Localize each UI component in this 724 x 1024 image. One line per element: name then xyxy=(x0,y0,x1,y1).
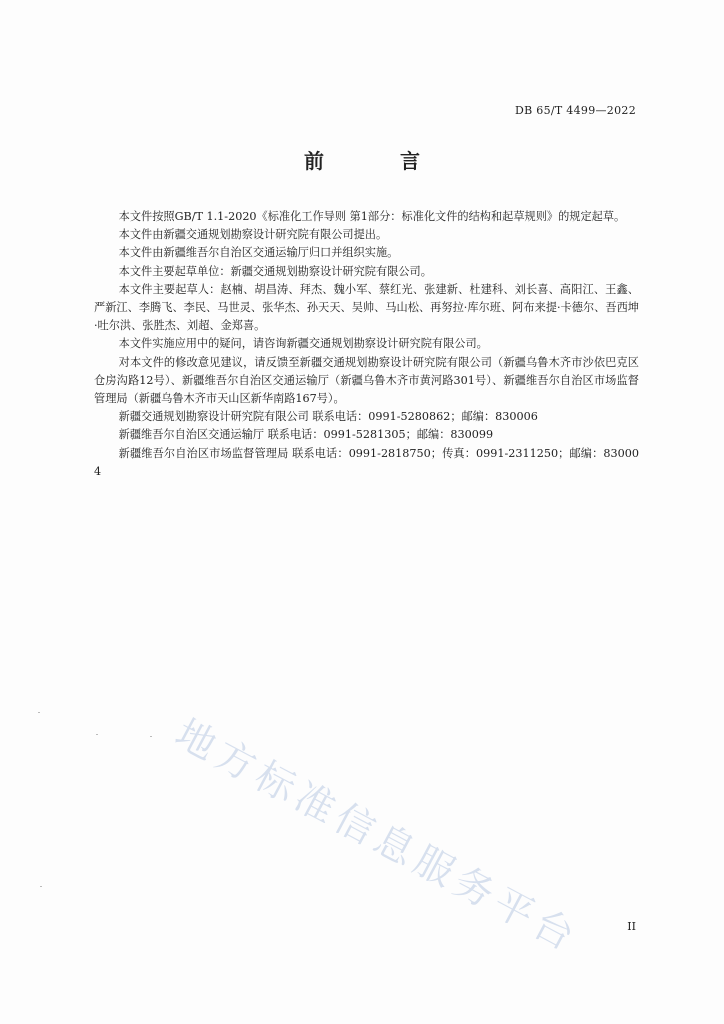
scan-speck xyxy=(96,734,98,735)
paragraph: 对本文件的修改意见建议，请反馈至新疆交通规划勘察设计研究院有限公司（新疆乌鲁木齐市沙依巴克区仓房沟路12号）、新疆维吾尔自治区交通运输厅（新疆乌鲁木齐市黄河路301号）、新疆维吾尔自治区市场监督管理局（新疆乌鲁木齐市天山区新华南路167号）。 xyxy=(94,355,639,406)
scan-speck xyxy=(150,736,152,737)
paragraph: 新疆维吾尔自治区市场监督管理局 联系电话：0991-2818750；传真：0991-2311250；邮编：830004 xyxy=(94,446,639,478)
paragraph: 本文件按照GB/T 1.1-2020《标准化工作导则 第1部分：标准化文件的结构和起草规则》的规定起草。 xyxy=(118,210,626,223)
paragraph: 本文件实施应用中的疑问，请咨询新疆交通规划勘察设计研究院有限公司。 xyxy=(118,337,488,351)
paragraph: 新疆交通规划勘察设计研究院有限公司 联系电话：0991-5280862；邮编：830006 xyxy=(118,410,538,424)
page-title: 前 言 xyxy=(304,149,448,173)
paragraph: 本文件由新疆交通规划勘察设计研究院有限公司提出。 xyxy=(118,228,388,242)
document-code: DB 65/T 4499—2022 xyxy=(514,104,636,117)
scan-speck xyxy=(38,712,40,713)
page-number: II xyxy=(627,920,636,933)
paragraph: 本文件主要起草人：赵楠、胡昌涛、拜杰、魏小军、蔡红光、张建新、杜建科、刘长喜、高阳江、王鑫、严新江、李腾飞、李民、马世灵、张华杰、孙天天、吴帅、马山松、再努拉·库尔班、阿布来提·卡德尔、吾西坤·吐尔洪、张胜杰、刘超、金郑喜。 xyxy=(94,282,639,333)
paragraph: 本文件主要起草单位：新疆交通规划勘察设计研究院有限公司。 xyxy=(118,264,432,278)
watermark: 地方标准信息服务平台 xyxy=(167,711,587,963)
paragraph: 本文件由新疆维吾尔自治区交通运输厅归口并组织实施。 xyxy=(118,246,399,260)
paragraph: 新疆维吾尔自治区交通运输厅 联系电话：0991-5281305；邮编：830099 xyxy=(118,428,494,442)
foreword-body xyxy=(94,208,639,481)
scan-speck xyxy=(40,886,42,887)
